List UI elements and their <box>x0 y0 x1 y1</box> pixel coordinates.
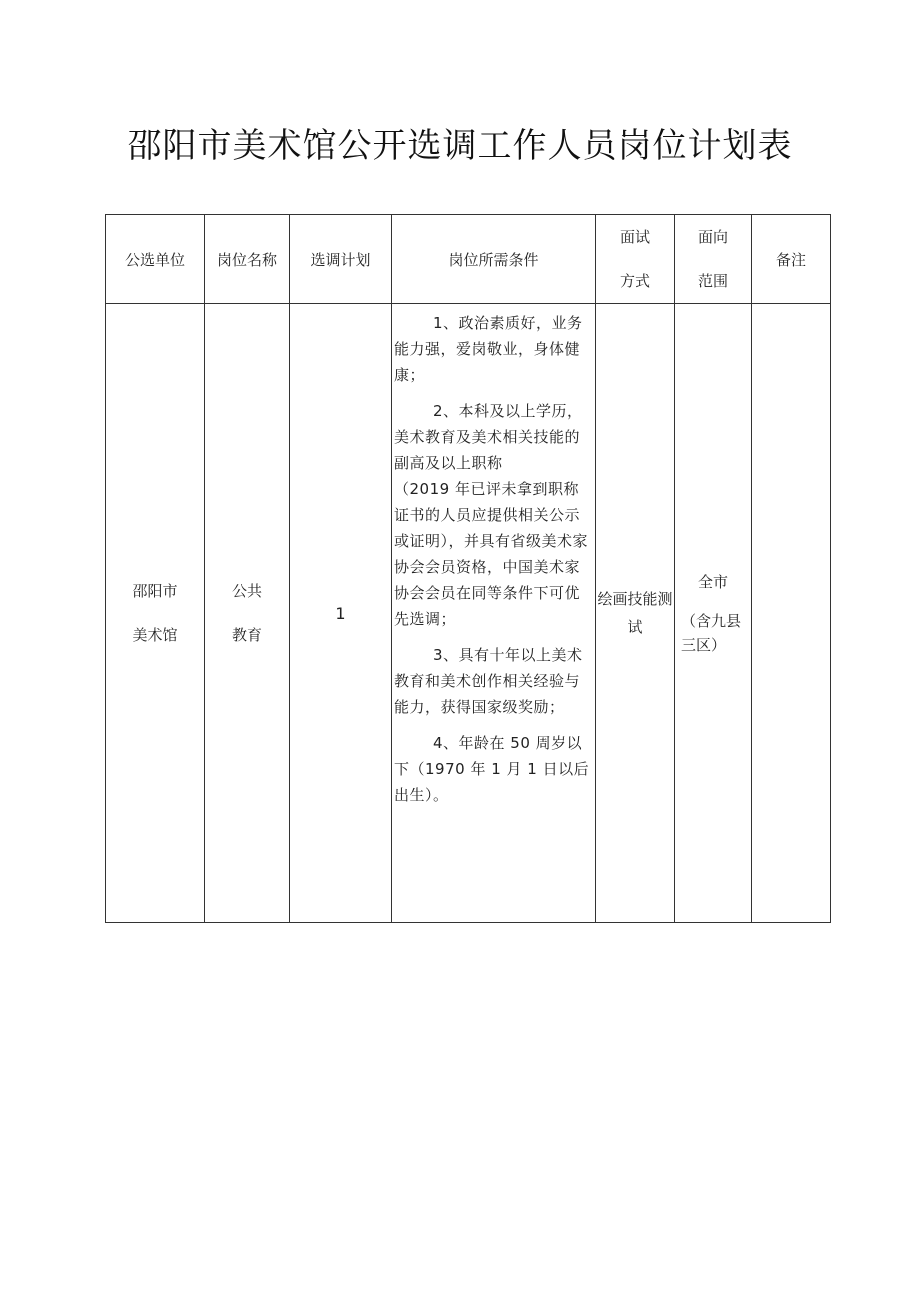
cell-conditions <box>392 304 596 923</box>
condition-item-2: 2、本科及以上学历，美术教育及美术相关技能的副高及以上职称 <box>394 402 583 472</box>
condition-item-2-cont: （2019 年已评未拿到职称证书的人员应提供相关公示或证明），并具有省级美术家协会会员资格，中国美术家协会会员在同等条件下可优先选调； <box>394 480 589 628</box>
scope-note: （含九县三区） <box>681 612 742 654</box>
cell-unit <box>106 304 205 923</box>
table-header-row <box>106 215 831 304</box>
position-line2: 教育 <box>231 626 262 644</box>
cell-scope <box>675 304 752 923</box>
header-conditions: 岗位所需条件 <box>392 215 596 304</box>
header-scope-line1: 面向 <box>697 228 728 246</box>
table-row <box>106 304 831 923</box>
cell-remarks <box>752 304 831 923</box>
unit-line1: 邵阳市 <box>132 582 178 600</box>
condition-item-4: 4、年龄在 50 周岁以下（1970 年 1 月 1 日以后出生）。 <box>394 734 590 804</box>
header-method-line2: 方式 <box>619 272 650 290</box>
header-unit: 公选单位 <box>106 215 205 304</box>
header-remarks: 备注 <box>752 215 831 304</box>
cell-plan: 1 <box>290 304 392 923</box>
scope-main: 全市 <box>697 573 728 591</box>
header-interview-method <box>596 215 675 304</box>
position-line1: 公共 <box>231 582 262 600</box>
unit-line2: 美术馆 <box>132 626 178 644</box>
position-plan-table <box>105 214 831 923</box>
header-scope-line2: 范围 <box>697 272 728 290</box>
cell-position <box>205 304 290 923</box>
condition-item-1: 1、政治素质好，业务能力强，爱岗敬业，身体健康； <box>394 314 583 384</box>
page-title: 邵阳市美术馆公开选调工作人员岗位计划表 <box>127 126 793 166</box>
cell-interview-method: 绘画技能测试 <box>596 304 675 923</box>
header-plan: 选调计划 <box>290 215 392 304</box>
header-method-line1: 面试 <box>619 228 650 246</box>
condition-item-3: 3、具有十年以上美术教育和美术创作相关经验与能力，获得国家级奖励； <box>394 646 583 716</box>
header-position: 岗位名称 <box>205 215 290 304</box>
header-scope <box>675 215 752 304</box>
